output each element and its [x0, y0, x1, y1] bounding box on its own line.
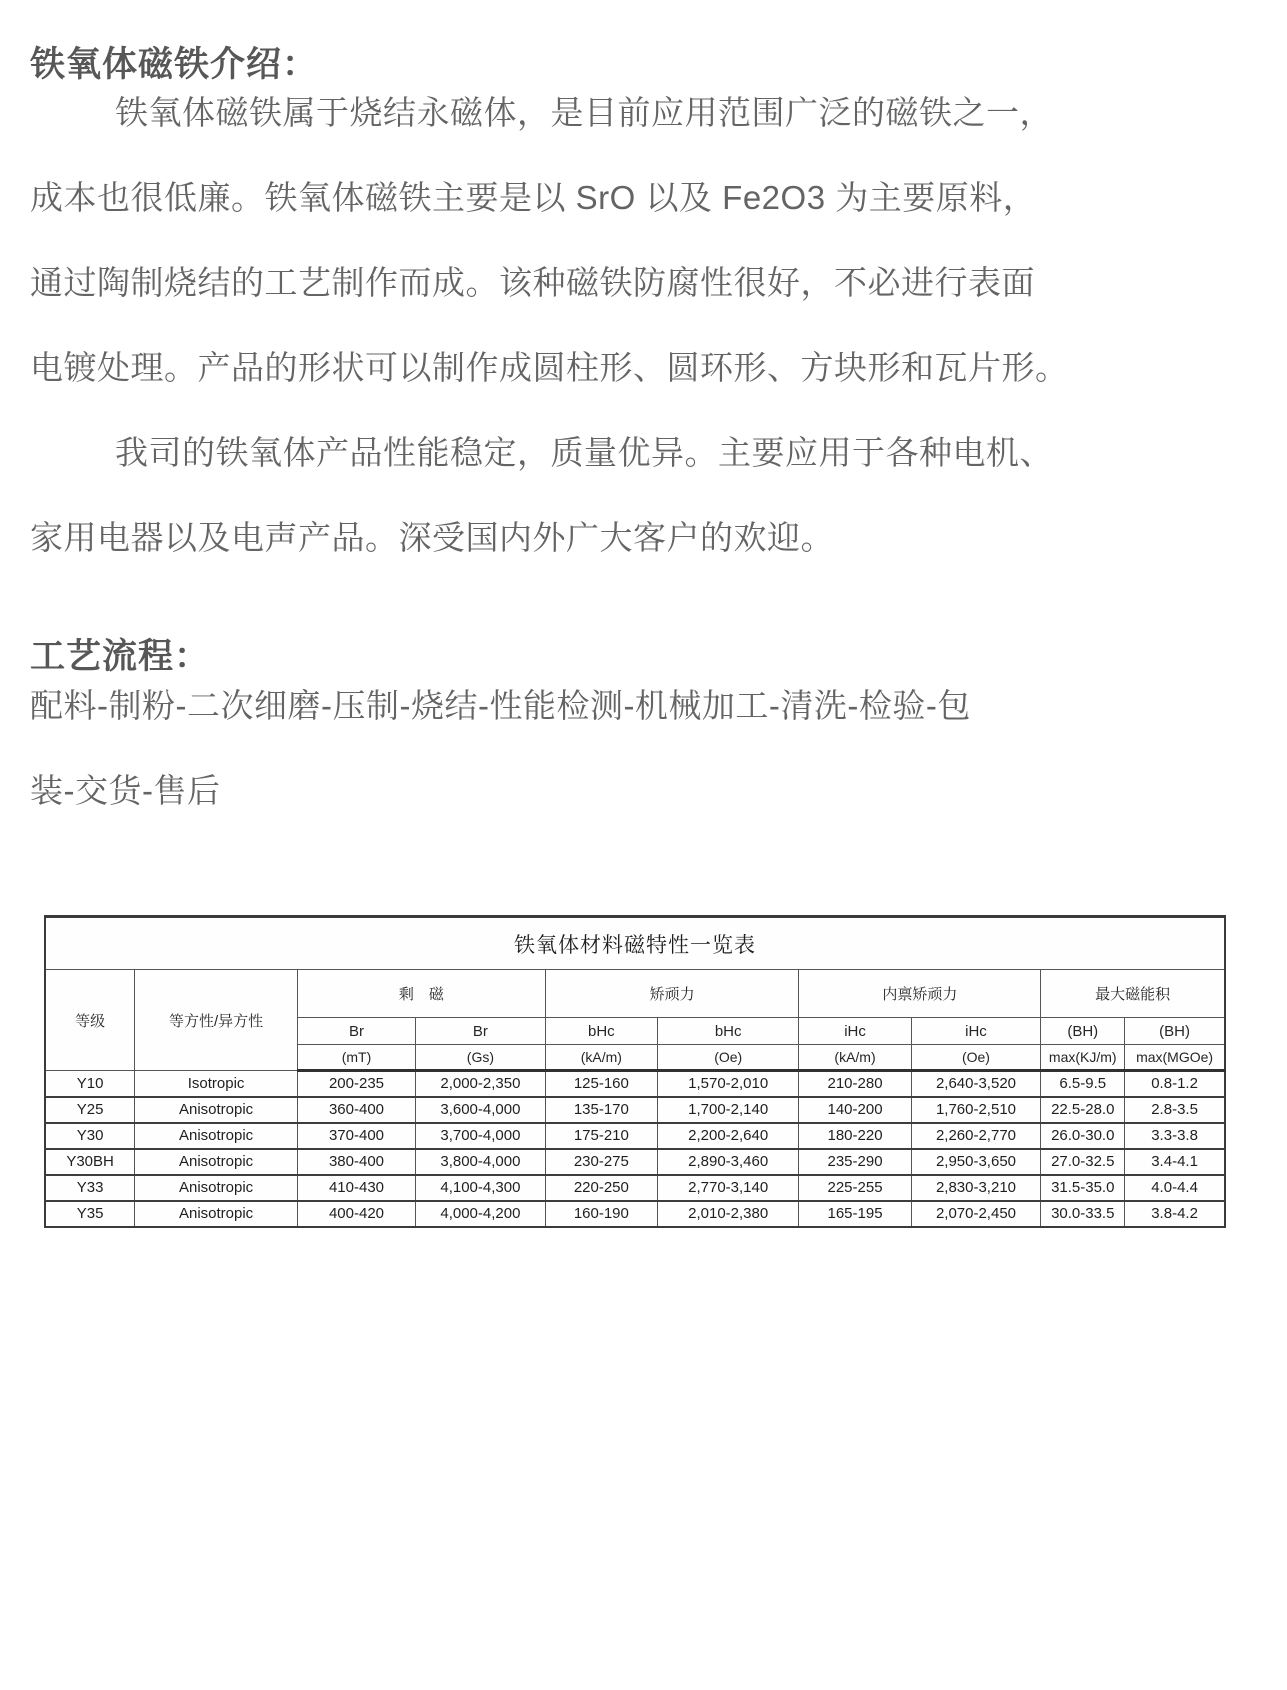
unit-header: (Oe) [911, 1045, 1041, 1071]
table-cell: Anisotropic [135, 1175, 298, 1201]
unit-header: max(MGOe) [1125, 1045, 1225, 1071]
max-energy-product-group-header: 最大磁能积 [1041, 970, 1225, 1018]
coercivity-group-header: 矫顽力 [545, 970, 799, 1018]
table-cell: 1,570-2,010 [657, 1071, 799, 1097]
table-group-header-row [45, 970, 1225, 1018]
text-line: 电镀处理。产品的形状可以制作成圆柱形、圆环形、方块形和瓦片形。 [30, 349, 1069, 386]
table-cell: 135-170 [545, 1097, 657, 1123]
table-cell: 2,010-2,380 [657, 1201, 799, 1227]
table-cell: 3,700-4,000 [416, 1123, 546, 1149]
table-cell: Y30 [45, 1123, 135, 1149]
table-cell: 175-210 [545, 1123, 657, 1149]
table-cell: 140-200 [799, 1097, 911, 1123]
table-cell: 4,000-4,200 [416, 1201, 546, 1227]
table-cell: 22.5-28.0 [1041, 1097, 1125, 1123]
unit-header: (Gs) [416, 1045, 546, 1071]
table-cell: 2,890-3,460 [657, 1149, 799, 1175]
ferrite-properties-table [44, 915, 1226, 1228]
table-cell: 6.5-9.5 [1041, 1071, 1125, 1097]
table-cell: Y10 [45, 1071, 135, 1097]
table-row [45, 1071, 1225, 1097]
table-row [45, 1175, 1225, 1201]
grade-column-header: 等级 [45, 970, 135, 1071]
table-cell: 200-235 [298, 1071, 416, 1097]
symbol-header: bHc [545, 1018, 657, 1045]
symbol-header: (BH) [1125, 1018, 1225, 1045]
table-cell: 2,200-2,640 [657, 1123, 799, 1149]
table-cell: 3.4-4.1 [1125, 1149, 1225, 1175]
table-cell: 370-400 [298, 1123, 416, 1149]
table-cell: 0.8-1.2 [1125, 1071, 1225, 1097]
table-cell: 165-195 [799, 1201, 911, 1227]
table-cell: 2,000-2,350 [416, 1071, 546, 1097]
symbol-header: Br [416, 1018, 546, 1045]
table-row [45, 1201, 1225, 1227]
unit-header: (kA/m) [545, 1045, 657, 1071]
text-line: 我司的铁氧体产品性能稳定，质量优异。主要应用于各种电机、 [115, 434, 1053, 471]
text-line: 装-交货-售后 [30, 772, 221, 809]
table-title-row [45, 917, 1225, 970]
table-cell: Anisotropic [135, 1123, 298, 1149]
intro-paragraph-1 [30, 70, 1257, 410]
table-body [45, 1071, 1225, 1227]
symbol-header: iHc [799, 1018, 911, 1045]
table-cell: 1,700-2,140 [657, 1097, 799, 1123]
unit-header: (mT) [298, 1045, 416, 1071]
table-cell: 230-275 [545, 1149, 657, 1175]
table-cell: 2.8-3.5 [1125, 1097, 1225, 1123]
symbol-header: Br [298, 1018, 416, 1045]
table-cell: 2,770-3,140 [657, 1175, 799, 1201]
table-cell: Y33 [45, 1175, 135, 1201]
table-cell: Anisotropic [135, 1149, 298, 1175]
intro-paragraph-2 [30, 410, 1257, 580]
table-cell: Y35 [45, 1201, 135, 1227]
table-cell: Isotropic [135, 1071, 298, 1097]
table-cell: 400-420 [298, 1201, 416, 1227]
intrinsic-coercivity-group-header: 内禀矫顽力 [799, 970, 1041, 1018]
table-cell: 3,800-4,000 [416, 1149, 546, 1175]
text-line: 家用电器以及电声产品。深受国内外广大客户的欢迎。 [30, 519, 834, 556]
remanence-group-header: 剩 磁 [298, 970, 546, 1018]
table-cell: Y30BH [45, 1149, 135, 1175]
unit-header: max(KJ/m) [1041, 1045, 1125, 1071]
table-row [45, 1123, 1225, 1149]
table-cell: 27.0-32.5 [1041, 1149, 1125, 1175]
text-line: 成本也很低廉。铁氧体磁铁主要是以 SrO 以及 Fe2O3 为主要原料， [30, 179, 1037, 216]
table-cell: 2,950-3,650 [911, 1149, 1041, 1175]
table-cell: Anisotropic [135, 1201, 298, 1227]
table-cell: 31.5-35.0 [1041, 1175, 1125, 1201]
table-cell: Y25 [45, 1097, 135, 1123]
unit-header: (Oe) [657, 1045, 799, 1071]
table-cell: 1,760-2,510 [911, 1097, 1041, 1123]
table-cell: 3.3-3.8 [1125, 1123, 1225, 1149]
table-cell: 125-160 [545, 1071, 657, 1097]
table-cell: 3.8-4.2 [1125, 1201, 1225, 1227]
table-cell: 2,640-3,520 [911, 1071, 1041, 1097]
table-cell: 4,100-4,300 [416, 1175, 546, 1201]
intro-heading: 铁氧体磁铁介绍： [30, 45, 319, 85]
text-line: 通过陶制烧结的工艺制作而成。该种磁铁防腐性很好，不必进行表面 [30, 264, 1035, 301]
symbol-header: (BH) [1041, 1018, 1125, 1045]
table-cell: 3,600-4,000 [416, 1097, 546, 1123]
table-cell: 2,070-2,450 [911, 1201, 1041, 1227]
isotropy-column-header: 等方性/异方性 [135, 970, 298, 1071]
table-cell: 30.0-33.5 [1041, 1201, 1125, 1227]
table-cell: 26.0-30.0 [1041, 1123, 1125, 1149]
symbol-header: bHc [657, 1018, 799, 1045]
table-cell: Anisotropic [135, 1097, 298, 1123]
process-paragraph [30, 663, 1257, 833]
process-heading: 工艺流程： [30, 637, 211, 677]
table-cell: 235-290 [799, 1149, 911, 1175]
table-cell: 380-400 [298, 1149, 416, 1175]
table-cell: 4.0-4.4 [1125, 1175, 1225, 1201]
table-cell: 360-400 [298, 1097, 416, 1123]
text-line: 配料-制粉-二次细磨-压制-烧结-性能检测-机械加工-清洗-检验-包 [30, 687, 971, 724]
table-cell: 2,260-2,770 [911, 1123, 1041, 1149]
table-row [45, 1097, 1225, 1123]
table-title: 铁氧体材料磁特性一览表 [45, 917, 1225, 970]
table-cell: 220-250 [545, 1175, 657, 1201]
unit-header: (kA/m) [799, 1045, 911, 1071]
table-cell: 410-430 [298, 1175, 416, 1201]
text-line: 铁氧体磁铁属于烧结永磁体，是目前应用范围广泛的磁铁之一， [115, 94, 1053, 131]
symbol-header: iHc [911, 1018, 1041, 1045]
table-cell: 2,830-3,210 [911, 1175, 1041, 1201]
table-cell: 210-280 [799, 1071, 911, 1097]
table-cell: 225-255 [799, 1175, 911, 1201]
table-cell: 180-220 [799, 1123, 911, 1149]
table-row [45, 1149, 1225, 1175]
table-cell: 160-190 [545, 1201, 657, 1227]
